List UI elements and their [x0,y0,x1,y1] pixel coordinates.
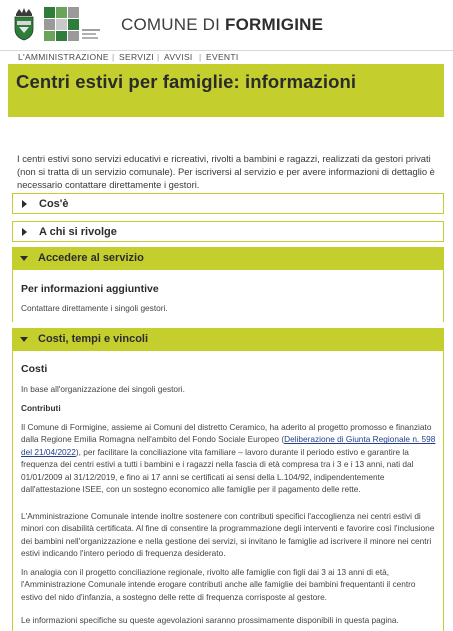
accordion-panel-accedere [12,270,444,322]
nav-item-avvisi[interactable]: AVVISI [164,52,193,62]
caret-down-icon [20,337,28,342]
site-title-name: FORMIGINE [225,15,324,34]
nav-separator: | [112,52,115,62]
paragraph-nido: In analogia con il progetto conciliazione regionale, rivolto alle famiglie con figli dai 3 ai 13 anni di età, l'Amministrazione Comunale intende erogare contributi anche alle famiglie dei bambini frequentanti il centro estivo del nido d'infanzia, a sostegno delle rette di frequenza corrisposte al gestore. [21,567,416,602]
section-heading: Per informazioni aggiuntive [21,283,159,295]
section-text: In base all'organizzazione dei singoli gestori. [21,384,185,394]
intro-text: I centri estivi sono servizi educativi e ricreativi, rivolti a bambini e ragazzi, realizzati da gestori privati (non si tratta di un servizio comunale). Per iscriversi al servizio e per avere informazioni di dettaglio è necessario contattare direttamente i gestori. [17,153,435,190]
page-title-banner [8,64,444,117]
nav-item-servizi[interactable]: SERVIZI [119,52,155,62]
section-subheading: Contributi [21,403,61,413]
paragraph-text: ), per facilitare la conciliazione vita familiare – lavoro durante il periodo estivo e garantire la frequenza dei centri estivi a tutti i bambini e i ragazzi nella fascia di età compresa tra i 3 e i 13 anni, nati dal 01/01/2009 al 31/12/2019, e fino ai 17 anni se certificati ai sensi della L.104/92, indipendentemente dall'attestazione ISEE, con un sostegno economico alle famiglie per il pagamento delle rette. [21,446,414,495]
page-title: Centri estivi per famiglie: informazioni [16,71,357,92]
nav-item-amministrazione[interactable]: L'AMMINISTRAZIONE [18,52,109,62]
section-heading: Costi [21,363,48,375]
accordion-label: Accedere al servizio [38,252,144,264]
paragraph-contributi-regionali [21,421,437,495]
accordion-accedere-al-servizio[interactable] [12,247,444,270]
accordion-a-chi-si-rivolge[interactable] [12,221,444,242]
nav-item-eventi[interactable]: EVENTI [206,52,239,62]
accordion-label: A chi si rivolge [39,226,117,238]
section-text: Contattare direttamente i singoli gestori. [21,303,168,313]
paragraph-disabilita: L'Amministrazione Comunale intende inoltre sostenere con contributi specifici l'accoglienza nei centri estivi di minori con disabilità certificata. Al fine di consentire la programmazione degli interventi e favorire così l'inclusione dei bambini nell'organizzazione e nella gestione dei servizi, si invitano le famiglie ad iscrivere il minore nei centri estivi indicando l'intero periodo di frequenza desiderato. [21,511,435,559]
comune-crest-logo[interactable] [13,7,35,41]
paragraph-text: Il Comune di Formigine, assieme ai Comuni del distretto Ceramico, ha aderito al progetto promosso e finanziato dalla Regione Emilia Romagna nell'ambito del Fondo Sociale Europeo ( [21,422,432,445]
accordion-label: Costi, tempi e vincoli [38,333,149,345]
caret-down-icon [20,256,28,261]
distretto-logo[interactable] [44,7,102,41]
main-nav [0,50,453,65]
accordion-panel-costi [12,351,444,631]
nav-separator: | [157,52,160,62]
site-header [0,0,453,50]
accordion-costi-tempi-vincoli[interactable] [12,328,444,351]
accordion-cose[interactable] [12,193,444,214]
nav-separator: | [199,52,202,62]
site-title[interactable] [121,15,323,35]
paragraph-info: Le informazioni specifiche su queste agevolazioni saranno prossimamente disponibili in questa pagina. [21,615,399,625]
delibera-link[interactable]: Deliberazione di Giunta Regionale n. 598 del 21/04/2022 [21,434,436,457]
site-title-prefix: COMUNE DI [121,15,221,34]
accordion-label: Cos'è [39,198,69,210]
caret-right-icon [22,200,27,208]
caret-right-icon [22,228,27,236]
